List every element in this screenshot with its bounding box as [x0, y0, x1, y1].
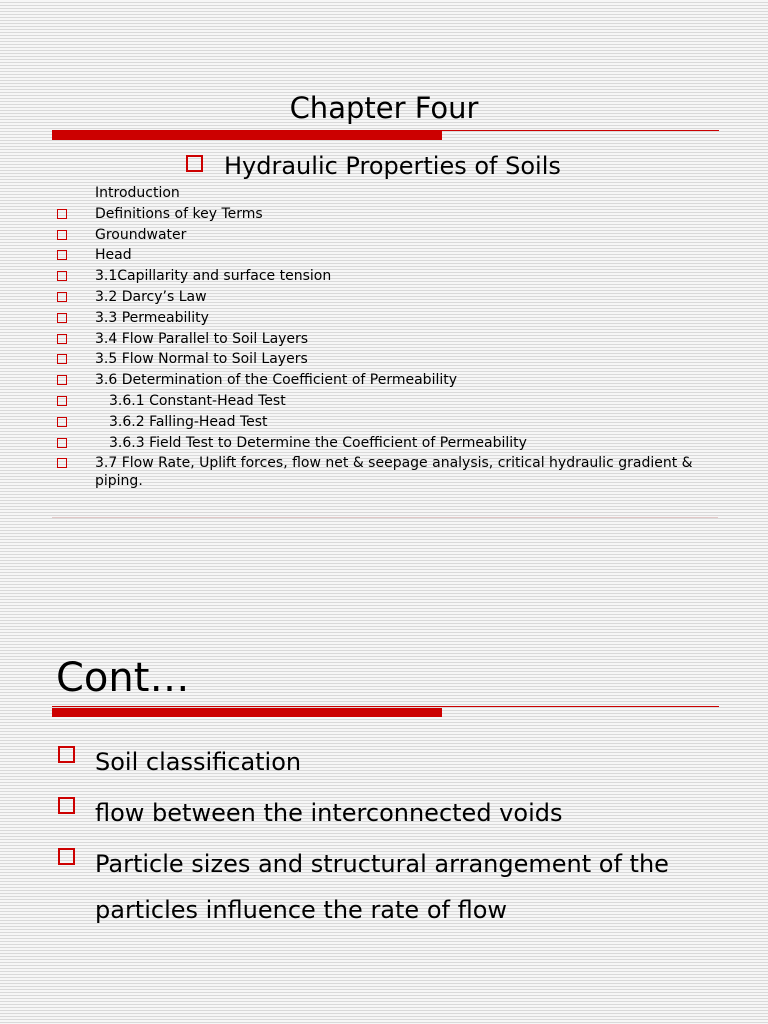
contents-item-text: 3.4 Flow Parallel to Soil Layers: [95, 330, 309, 347]
contents-item: [0, 350, 695, 368]
hollow-square-bullet-icon: [57, 396, 67, 406]
contents-item-text: Head: [95, 247, 132, 264]
contents-item: [0, 392, 695, 410]
contents-item-text: 3.6.3 Field Test to Determine the Coefficient of Permeability: [109, 434, 527, 451]
bullet-text: flow between the interconnected voids: [95, 799, 563, 827]
contents-item: [0, 371, 695, 389]
contents-item: [0, 413, 695, 431]
hollow-square-bullet-icon: [57, 250, 67, 260]
contents-item: [0, 434, 695, 452]
hollow-square-bullet-icon: [57, 354, 67, 364]
hollow-square-bullet-icon: [186, 155, 203, 172]
bullet-list: [0, 739, 725, 938]
bullet-item: [0, 841, 725, 933]
topic-text: Hydraulic Properties of Soils: [224, 152, 561, 180]
hollow-square-bullet-icon: [57, 438, 67, 448]
contents-item: [0, 184, 695, 202]
contents-item: [0, 330, 695, 348]
bullet-text: Particle sizes and structural arrangement of the particles influence the rate of flow: [95, 850, 669, 924]
contents-item-text: 3.1Capillarity and surface tension: [95, 268, 332, 285]
contents-item: [0, 246, 695, 264]
contents-list: [0, 184, 768, 493]
hollow-square-bullet-icon: [57, 292, 67, 302]
hollow-square-bullet-icon: [57, 375, 67, 385]
slide-title: Chapter Four: [289, 91, 479, 125]
slide-cont: [0, 520, 768, 1024]
hollow-square-bullet-icon: [58, 746, 75, 763]
bullet-item: [0, 790, 725, 836]
hollow-square-bullet-icon: [57, 458, 67, 468]
slide-separator: [52, 517, 718, 518]
contents-item: [0, 288, 695, 306]
contents-item: [0, 309, 695, 327]
contents-item-text: 3.6 Determination of the Coefficient of Permeability: [95, 372, 458, 389]
hollow-square-bullet-icon: [57, 209, 67, 219]
contents-item-text: 3.6.2 Falling-Head Test: [109, 413, 268, 430]
hollow-square-bullet-icon: [58, 848, 75, 865]
bullet-item: [0, 739, 725, 785]
hollow-square-bullet-icon: [57, 313, 67, 323]
contents-item: [0, 205, 695, 223]
contents-item-text: 3.3 Permeability: [95, 309, 209, 326]
hollow-square-bullet-icon: [58, 797, 75, 814]
contents-item: [0, 454, 695, 490]
hollow-square-bullet-icon: [57, 230, 67, 240]
title-accent-bar: [52, 131, 442, 140]
bullet-text: Soil classification: [95, 748, 302, 776]
hollow-square-bullet-icon: [57, 334, 67, 344]
title-accent-bar: [52, 708, 442, 717]
contents-item: [0, 267, 695, 285]
contents-item-text: 3.5 Flow Normal to Soil Layers: [95, 351, 308, 368]
contents-item-text: 3.7 Flow Rate, Uplift forces, flow net & seepage analysis, critical hydraulic gradient & piping.: [95, 455, 693, 490]
contents-item-text: Definitions of key Terms: [95, 205, 263, 222]
contents-item-text: Introduction: [95, 185, 180, 201]
contents-item-text: 3.6.1 Constant-Head Test: [109, 392, 286, 409]
contents-item-text: Groundwater: [95, 226, 187, 243]
contents-item: [0, 226, 695, 244]
hollow-square-bullet-icon: [57, 271, 67, 281]
contents-item-text: 3.2 Darcy’s Law: [95, 288, 207, 305]
slide-title: Cont…: [56, 655, 190, 701]
title-underline: [52, 706, 719, 707]
hollow-square-bullet-icon: [57, 417, 67, 427]
